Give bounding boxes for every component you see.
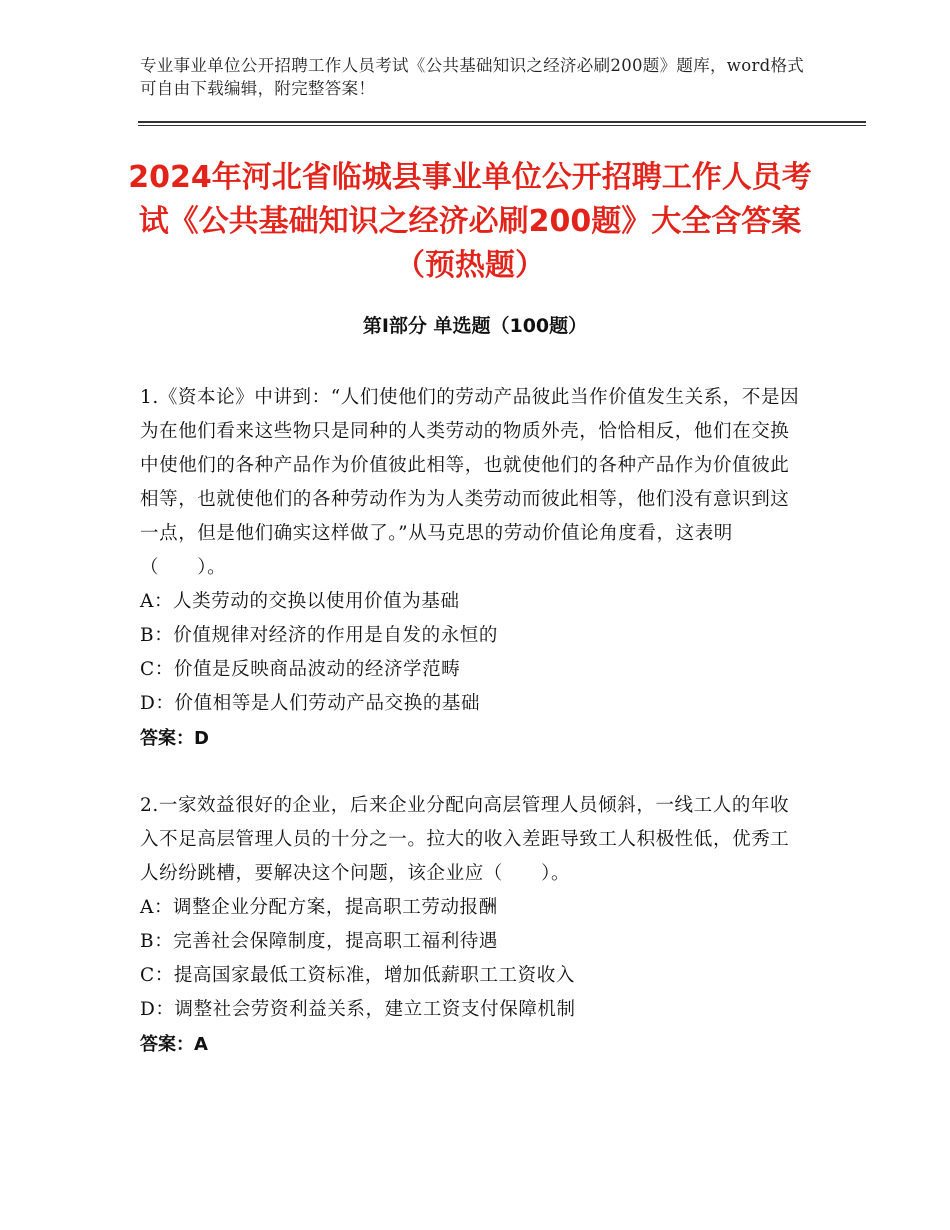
option-d: D：价值相等是人们劳动产品交换的基础 xyxy=(140,693,481,714)
header-note: 专业事业单位公开招聘工作人员考试《公共基础知识之经济必刷200题》题库，word格式可自由下载编辑，附完整答案！ xyxy=(140,56,805,98)
answer-label: 答案：D xyxy=(140,728,209,749)
document-title: 2024年河北省临城县事业单位公开招聘工作人员考试《公共基础知识之经济必刷200题》大全含答案（预热题） xyxy=(128,160,812,283)
question-item xyxy=(140,381,800,757)
option-c: C：提高国家最低工资标准，增加低薪职工工资收入 xyxy=(140,965,575,986)
option-a: A：人类劳动的交换以使用价值为基础 xyxy=(140,591,460,612)
header-divider-thin xyxy=(138,125,866,126)
question-item xyxy=(140,789,800,1063)
option-b: B：价值规律对经济的作用是自发的永恒的 xyxy=(140,625,498,646)
answer-label: 答案：A xyxy=(140,1034,208,1055)
option-c: C：价值是反映商品波动的经济学范畴 xyxy=(140,659,461,680)
section-heading: 第Ⅰ部分 单选题（100题） xyxy=(362,315,588,337)
option-a: A：调整企业分配方案，提高职工劳动报酬 xyxy=(140,897,498,918)
option-b: B：完善社会保障制度，提高职工福利待遇 xyxy=(140,931,498,952)
question-stem: 2.一家效益很好的企业，后来企业分配向高层管理人员倾斜，一线工人的年收入不足高层管理人员的十分之一。拉大的收入差距导致工人积极性低，优秀工人纷纷跳槽，要解决这个问题，该企业应（ ）。 xyxy=(140,795,790,884)
header-divider xyxy=(138,121,866,123)
option-d: D：调整社会劳资利益关系，建立工资支付保障机制 xyxy=(140,999,576,1020)
question-stem: 1.《资本论》中讲到：“人们使他们的劳动产品彼此当作价值发生关系，不是因为在他们看来这些物只是同种的人类劳动的物质外壳，恰恰相反，他们在交换中使他们的各种产品作为价值彼此相等，也就使他们的各种产品作为价值彼此相等，也就使他们的各种劳动作为为人类劳动而彼此相等，他们没有意识到这一点，但是他们确实这样做了。”从马克思的劳动价值论角度看，这表明（ ）。 xyxy=(140,387,800,578)
